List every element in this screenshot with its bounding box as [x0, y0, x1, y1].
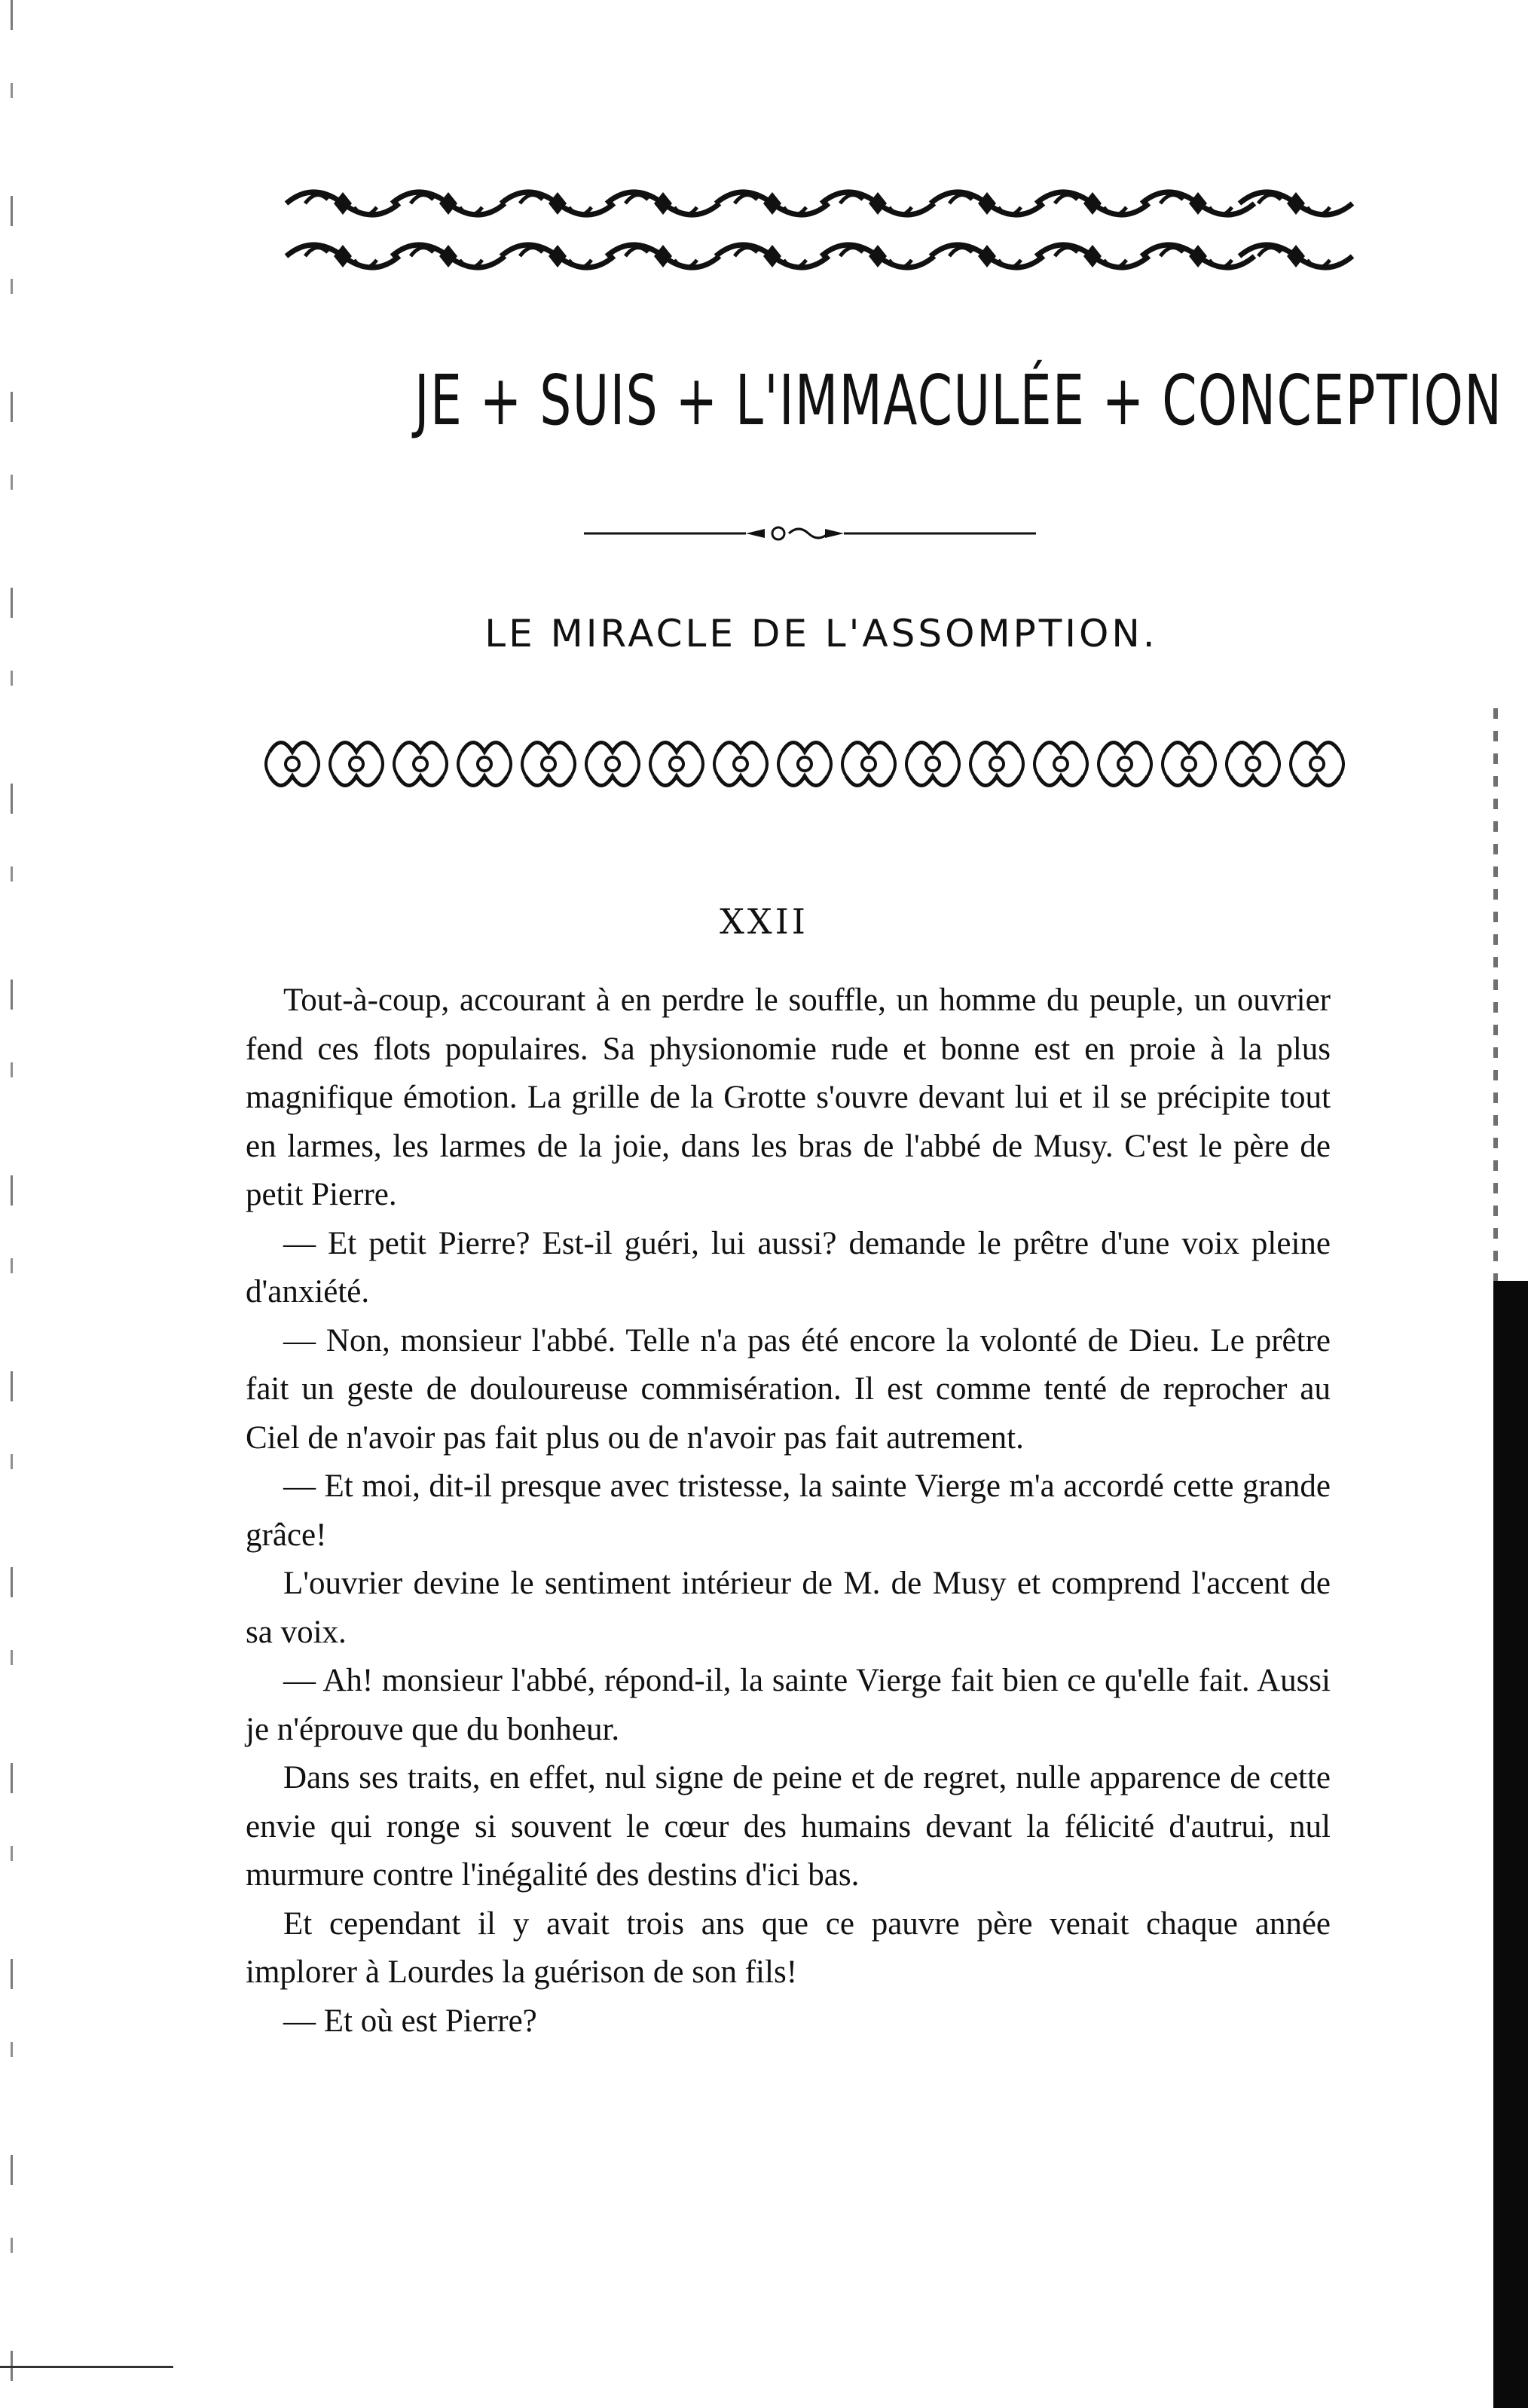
- header-ornament: [279, 173, 1356, 286]
- paragraph: — Et moi, dit-il presque avec tristesse, la sainte Vierge m'a accordé cette grande grâce!: [246, 1468, 1331, 1553]
- header-ornament-graphic: [279, 173, 1356, 286]
- scan-edge-right: [1493, 1281, 1528, 2408]
- paragraph: Et cependant il y avait trois ans que ce pauvre père venait chaque année implorer à Lourdes la guérison de son fils!: [246, 1905, 1331, 1990]
- chapter-number: XXII: [720, 901, 808, 942]
- divider-graphic: [584, 524, 1036, 542]
- title-divider: [584, 524, 1036, 542]
- page-subtitle: LE MIRACLE DE L'ASSOMPTION.: [484, 612, 1158, 655]
- rosette-ornament: [262, 729, 1347, 799]
- scan-edge-left: [11, 0, 13, 2408]
- paragraph: Dans ses traits, en effet, nul signe de peine et de regret, nulle apparence de cette envie qui ronge si souvent le cœur des humains devant la félicité d'autrui, nul murmure contre l'inégalité des destins d'ici bas.: [246, 1760, 1331, 1893]
- scan-bottom-rule: [0, 2366, 173, 2368]
- paragraph: L'ouvrier devine le sentiment intérieur de M. de Musy et comprend l'accent de sa voix.: [246, 1566, 1331, 1650]
- scan-edge-right-marks: [1493, 708, 1498, 1311]
- paragraph: — Et où est Pierre?: [283, 2003, 537, 2039]
- paragraph: Tout-à-coup, accourant à en perdre le souffle, un homme du peuple, un ouvrier fend ces flots populaires. Sa physionomie rude et bonne est en proie à la plus magnifique émotion. La grille de la Grotte s'ouvre devant lui et il se précipite tout en larmes, les larmes de la joie, dans les bras de l'abbé de Musy. C'est le père de petit Pierre.: [246, 982, 1331, 1212]
- paragraph: — Et petit Pierre? Est-il guéri, lui aussi? demande le prêtre d'une voix pleine d'anxiété.: [246, 1225, 1331, 1309]
- rosette-ornament-graphic: [262, 729, 1347, 799]
- paragraph: — Non, monsieur l'abbé. Telle n'a pas été encore la volonté de Dieu. Le prêtre fait un geste de douloureuse commisération. Il est comme tenté de reprocher au Ciel de n'avoir pas fait plus ou de n'avoir pas fait autrement.: [246, 1322, 1331, 1456]
- body-text: [246, 976, 1331, 2046]
- paragraph: — Ah! monsieur l'abbé, répond-il, la sainte Vierge fait bien ce qu'elle fait. Aussi je n'éprouve que du bonheur.: [246, 1663, 1331, 1747]
- page-title: JE + SUIS + L'IMMACULÉE + CONCEPTION: [414, 360, 1503, 441]
